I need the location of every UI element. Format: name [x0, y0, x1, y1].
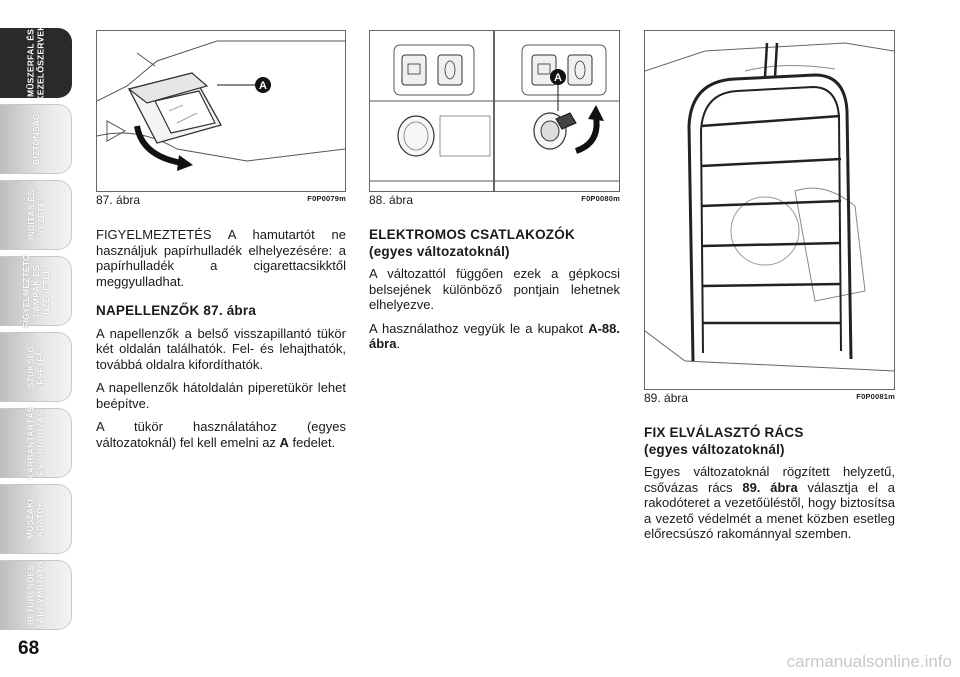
tab-label: BETŰRENDES TÁRGYMUTATÓ — [25, 561, 46, 629]
page-number: 68 — [18, 638, 40, 659]
tab-muszerfal[interactable] — [0, 24, 72, 102]
tab-label: KARBANTARTÁS ÉS GONDOZÁS — [25, 406, 46, 480]
figure-87-label: 87. ábra — [96, 193, 141, 207]
paragraph: A változattól függően ezek a gépkocsi belsejének különböző pontjain lehetnek elhelyezve. — [369, 266, 620, 312]
sun-visor-illustration — [97, 31, 345, 191]
figure-87-code: F0P0079m — [307, 194, 346, 203]
section-heading-csatlakozok: ELEKTROMOS CSATLAKOZÓK (egyes változatoknál) — [369, 227, 575, 259]
figure-89-caption — [644, 391, 895, 405]
partition-grille-illustration — [645, 31, 894, 389]
figure-89-code: F0P0081m — [856, 392, 895, 401]
watermark-url[interactable]: carmanualsonline.info — [786, 652, 952, 671]
paragraph: A napellenzők a belső visszapillantó tükör két oldalán találhatók. Fel- és lehajthatók, továbbá oldalra kifordíthatók. — [96, 325, 346, 372]
paragraph: A használathoz vegyük le a kupakot A-88. ábra. — [369, 320, 620, 351]
figure-89 — [644, 30, 895, 408]
callout-a: A — [259, 80, 267, 92]
column-electric-sockets — [369, 227, 620, 360]
tab-figyelmezteto[interactable] — [0, 256, 72, 326]
column-sun-visor — [96, 227, 346, 458]
figure-89-label: 89. ábra — [644, 391, 689, 405]
column-partition-grille — [644, 425, 895, 550]
tab-label: MŰSZERFAL ÉS KEZELŐSZERVEK — [26, 24, 47, 102]
callout-a: A — [554, 72, 562, 84]
warning-paragraph: FIGYELMEZTETÉS A hamutartót ne használjuk papírhulladék elhelyezésére: a papírhulladék a cigarettacsikktől meggyulladhat. — [96, 227, 346, 289]
section-heading-napellenzok: NAPELLENZŐK 87. ábra — [96, 303, 257, 318]
power-socket-illustration — [370, 31, 619, 191]
tab-muszaki[interactable] — [0, 484, 72, 554]
tab-label: FIGYELMEZTETŐ LÁMPÁK ÉS ÜZENETEK — [20, 254, 51, 328]
paragraph: A napellenzők hátoldalán piperetükör lehet beépítve. — [96, 380, 346, 411]
figure-87 — [96, 30, 346, 210]
section-heading-racs: FIX ELVÁLASZTÓ RÁCS (egyes változatoknál) — [644, 425, 804, 457]
tab-label: SZÜKSÉG ESETÉN — [25, 345, 46, 389]
tab-biztonsag[interactable] — [0, 104, 72, 174]
paragraph: Egyes változatoknál rögzített helyzetű, csővázas rács 89. ábra választja el a rakodóteret a vezetőüléstől, hogy biztosítsa a vezető védelmét a menet közben esetleg előrecsúszó rakománnyal szemben. — [644, 464, 895, 541]
figure-87-caption — [96, 193, 346, 207]
tab-karbantartas[interactable] — [0, 408, 72, 478]
figure-88-label: 88. ábra — [369, 193, 414, 207]
paragraph: A tükör használatához (egyes változatoknál) fel kell emelni az A fedelet. — [96, 419, 346, 450]
figure-89-illustration — [644, 30, 895, 390]
tab-label: INDÍTÁS ÉS VEZETÉS — [25, 190, 46, 240]
figure-88-caption — [369, 193, 620, 207]
tab-inditas[interactable] — [0, 180, 72, 250]
figure-88-illustration — [369, 30, 620, 192]
figure-88-code: F0P0080m — [581, 194, 620, 203]
tab-label: BIZTONSÁG — [30, 113, 41, 165]
tab-label: MŰSZAKI ADATOK — [25, 498, 46, 540]
tab-szukseg[interactable] — [0, 332, 72, 402]
tab-betu[interactable] — [0, 560, 72, 630]
figure-88 — [369, 30, 620, 210]
figure-87-illustration — [96, 30, 346, 192]
